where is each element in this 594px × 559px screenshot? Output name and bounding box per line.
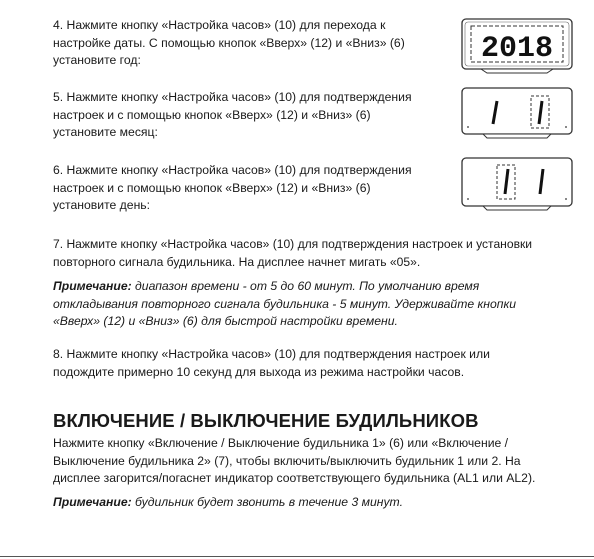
step-7-text: 7. Нажмите кнопку «Настройка часов» (10) для подтверждения настроек и установки повторного сигнала будильника. На дисплее начнет мигать «05». — [53, 237, 533, 269]
note-1 — [53, 278, 516, 331]
section-heading: ВКЛЮЧЕНИЕ / ВЫКЛЮЧЕНИЕ БУДИЛЬНИКОВ — [53, 410, 479, 431]
bottom-divider — [0, 556, 594, 557]
step-5-text: 5. Нажмите кнопку «Настройка часов» (10) для подтверждения настроек и с помощью кнопок «Вверх» (12) и «Вниз» (6) установите месяц: — [53, 90, 412, 139]
section-body: Нажмите кнопку «Включение / Выключение будильника 1» (6) или «Включение / Выключение будильника 2» (7), чтобы включить/выключить будильник 1 или 2. На дисплее загорится/погаснет индикатор соответствующего будильника (AL1 или AL2). — [53, 436, 536, 485]
step-4-text: 4. Нажмите кнопку «Настройка часов» (10) для перехода к настройке даты. С помощью кнопок «Вверх» (12) и «Вниз» (6) установите год: — [53, 18, 405, 67]
step-8-text: 8. Нажмите кнопку «Настройка часов» (10) для подтверждения настроек или подождите примерно 10 секунд для выхода из режима настройки часов. — [53, 347, 490, 379]
note-2-text: будильник будет звонить в течение 3 минут. — [131, 495, 403, 509]
note-1-text: диапазон времени - от 5 до 60 минут. По умолчанию время откладывания повторного сигнала будильника - 5 минут. Удерживайте кнопки «Вверх» (12) и «Вниз» (6) для быстрой настройки времени. — [53, 279, 516, 328]
note-2 — [53, 494, 403, 512]
clock-year-digits: 2018 — [480, 32, 554, 66]
note-2-label: Примечание: — [53, 495, 132, 509]
note-1-label: Примечание: — [53, 279, 132, 293]
clock-illustration-month — [461, 87, 573, 143]
clock-illustration-year — [461, 18, 573, 74]
step-6-text: 6. Нажмите кнопку «Настройка часов» (10) для подтверждения настроек и с помощью кнопок «Вверх» (12) и «Вниз» (6) установите день: — [53, 163, 412, 212]
clock-illustration-day — [461, 157, 573, 215]
